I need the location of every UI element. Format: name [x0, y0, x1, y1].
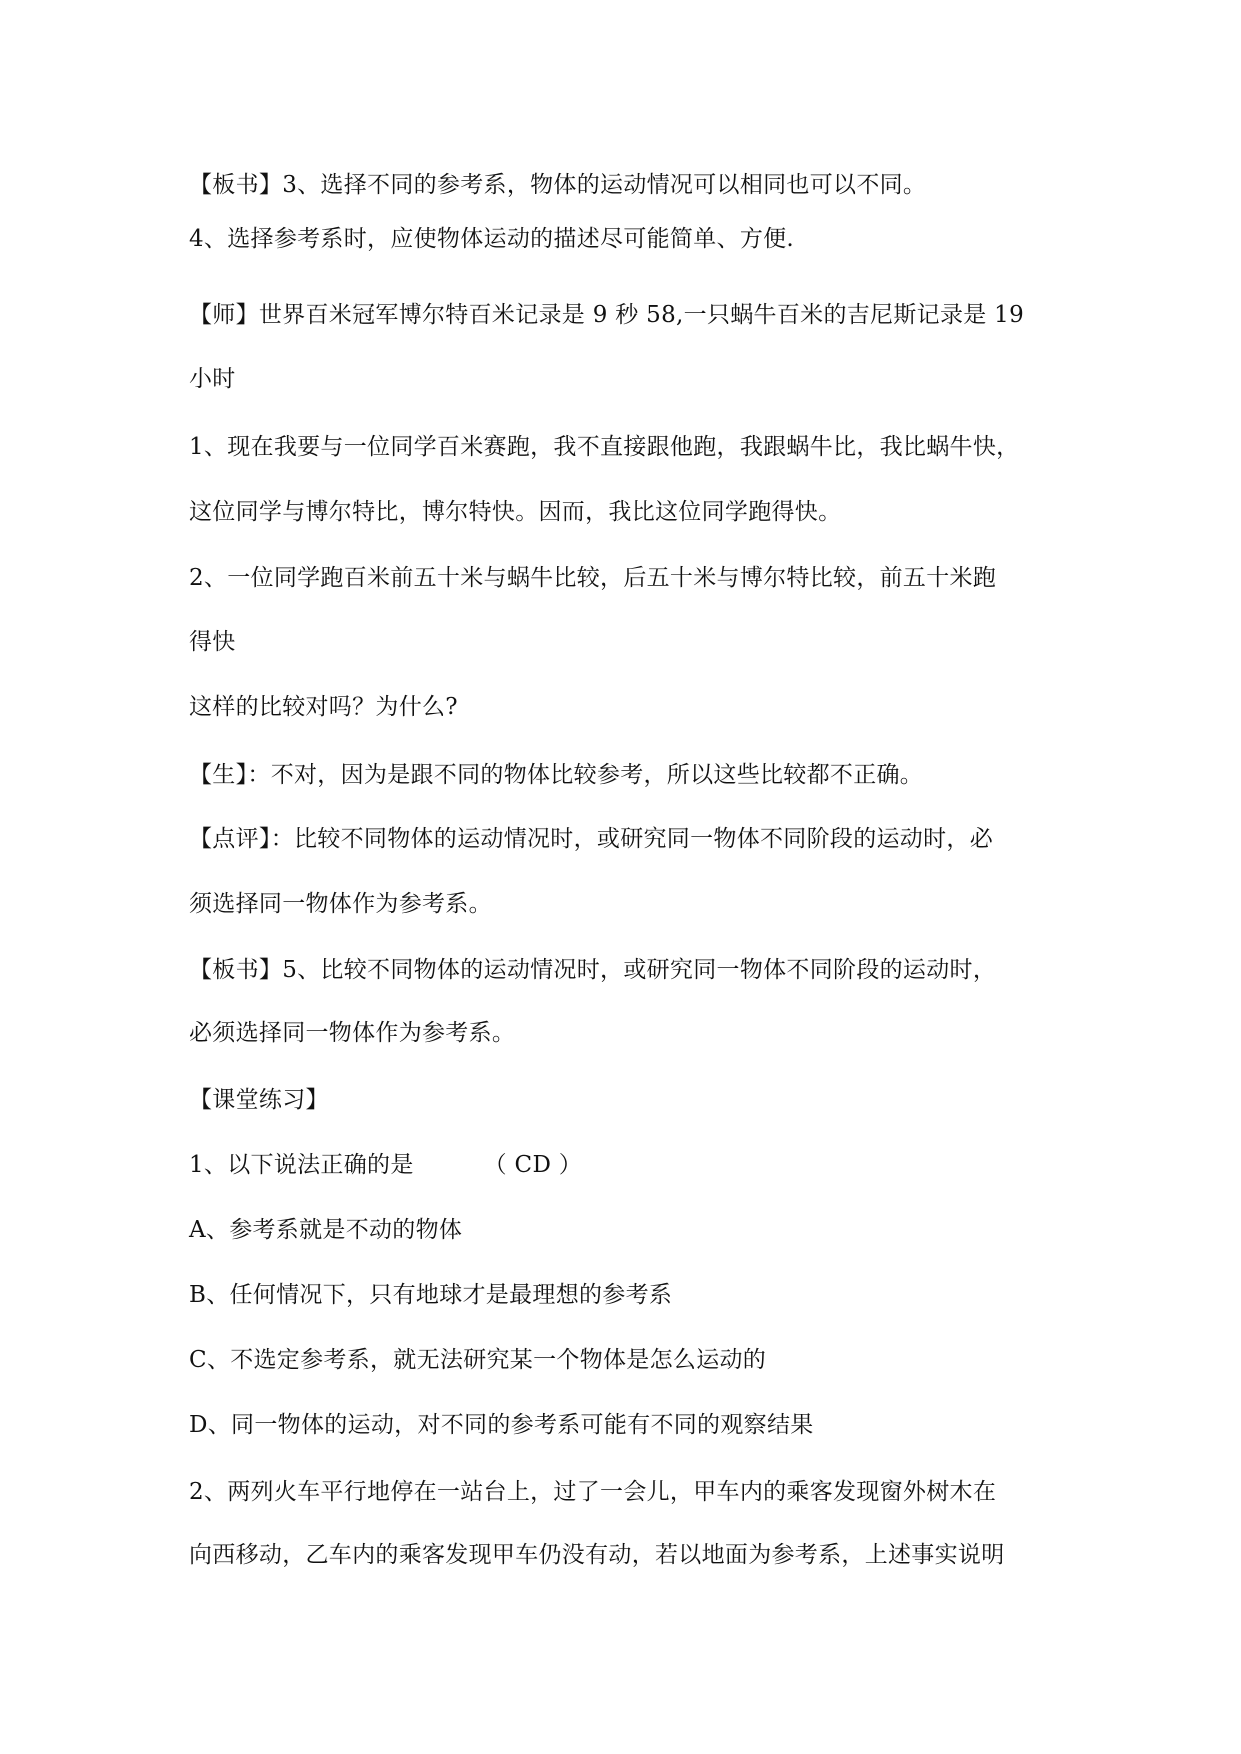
text-line: 这位同学与博尔特比，博尔特快。因而，我比这位同学跑得快。 [189, 499, 842, 525]
text-line: 得快 [189, 629, 236, 655]
option-a: A、参考系就是不动的物体 [189, 1217, 463, 1243]
text-line: 2、一位同学跑百米前五十米与蜗牛比较，后五十米与博尔特比较，前五十米跑 [189, 565, 997, 591]
section-heading: 【课堂练习】 [189, 1087, 329, 1113]
option-d: D、同一物体的运动，对不同的参考系可能有不同的观察结果 [189, 1412, 814, 1438]
option-c: C、不选定参考系，就无法研究某一个物体是怎么运动的 [189, 1347, 767, 1373]
text-line: 这样的比较对吗？为什么? [189, 694, 458, 720]
question-2-line: 2、两列火车平行地停在一站台上，过了一会儿，甲车内的乘客发现窗外树木在 [189, 1479, 997, 1505]
option-b: B、任何情况下，只有地球才是最理想的参考系 [189, 1282, 673, 1308]
text-line: 【生】：不对，因为是跟不同的物体比较参考，所以这些比较都不正确。 [189, 762, 924, 788]
text-line: 【板书】5、比较不同物体的运动情况时，或研究同一物体不同阶段的运动时， [189, 957, 997, 983]
question-1-stem: 1、以下说法正确的是 [189, 1152, 414, 1178]
text-line: 须选择同一物体作为参考系。 [189, 891, 492, 917]
question-1 [189, 1150, 1069, 1180]
question-1-answer: （ CD ） [483, 1152, 583, 1178]
text-line: 必须选择同一物体作为参考系。 [189, 1020, 516, 1046]
text-line: 4、选择参考系时，应使物体运动的描述尽可能简单、方便. [189, 226, 795, 252]
text-line: 1、现在我要与一位同学百米赛跑，我不直接跟他跑，我跟蜗牛比，我比蜗牛快， [189, 434, 1020, 460]
text-line: 小时 [189, 366, 236, 392]
text-line: 【板书】3、选择不同的参考系，物体的运动情况可以相同也可以不同。 [189, 172, 927, 198]
text-line: 【师】世界百米冠军博尔特百米记录是 9 秒 58,一只蜗牛百米的吉尼斯记录是 19 [189, 302, 1025, 328]
question-2-line: 向西移动，乙车内的乘客发现甲车仍没有动，若以地面为参考系，上述事实说明 [189, 1542, 1005, 1568]
text-line: 【点评】：比较不同物体的运动情况时，或研究同一物体不同阶段的运动时，必 [189, 826, 993, 852]
